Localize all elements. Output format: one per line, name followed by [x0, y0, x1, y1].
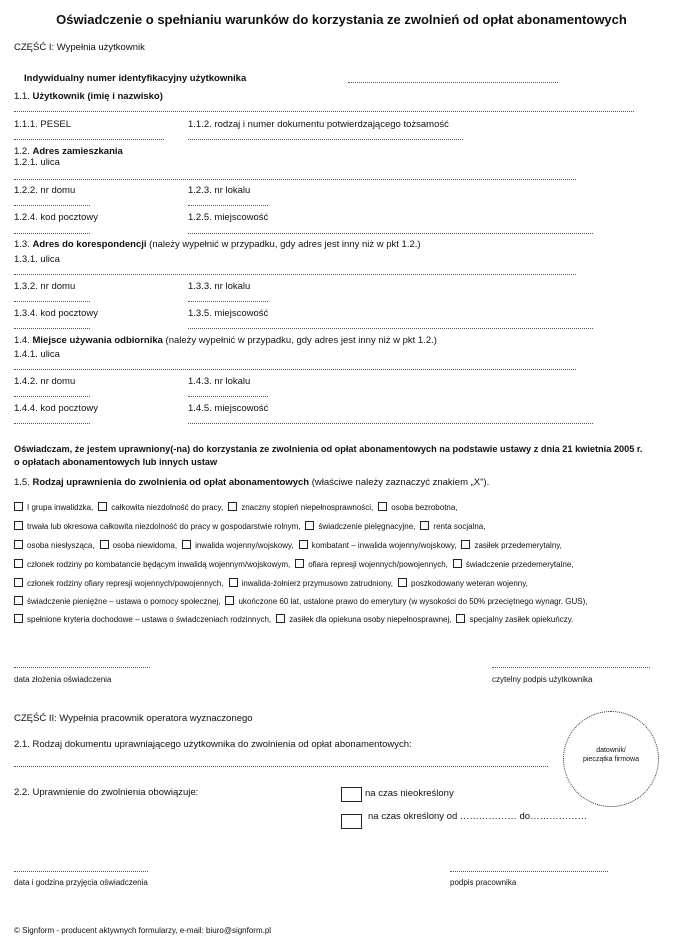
checkbox[interactable]: [461, 540, 470, 549]
type-label: 1.5. Rodzaj uprawnienia do zwolnienia od opłat abonamentowych (właściwe należy zaznaczyć znakiem „X").: [14, 477, 490, 488]
checkbox-option[interactable]: [295, 560, 448, 569]
id-field[interactable]: [348, 82, 558, 83]
checkbox-row: [14, 559, 578, 570]
addr-flat-field[interactable]: [188, 205, 268, 206]
addr-zip-field[interactable]: [14, 233, 90, 234]
checkbox[interactable]: [14, 596, 23, 605]
checkbox[interactable]: [453, 559, 462, 568]
corr-house-label: 1.3.2. nr domu: [14, 281, 76, 292]
addr-flat-label: 1.2.3. nr lokalu: [188, 185, 251, 196]
doc-label: 1.1.2. rodzaj i numer dokumentu potwierdzającego tożsamość: [188, 119, 449, 130]
checkbox[interactable]: [299, 540, 308, 549]
checkbox-label: świadczenie pielęgnacyjne,: [318, 522, 416, 531]
pesel-label: 1.1.1. PESEL: [14, 119, 72, 130]
checkbox[interactable]: [305, 521, 314, 530]
receipt-date-field[interactable]: [14, 871, 148, 872]
corr-zip-field[interactable]: [14, 328, 90, 329]
user-field[interactable]: [14, 111, 634, 112]
checkbox-row: [14, 521, 490, 532]
checkbox[interactable]: [14, 614, 23, 623]
checkbox[interactable]: [420, 521, 429, 530]
signature-field[interactable]: [492, 667, 650, 668]
date-label: data złożenia oświadczenia: [14, 675, 112, 684]
checkbox-label: całkowita niezdolność do pracy,: [111, 503, 224, 512]
checkbox-option[interactable]: [420, 522, 485, 531]
definite-label: na czas określony od ……………… do………………: [368, 811, 588, 822]
doc-type-label: 2.1. Rodzaj dokumentu uprawniającego użytkownika do zwolnienia od opłat abonamentowych:: [14, 739, 412, 750]
checkbox-label: I grupa inwalidzka,: [27, 503, 94, 512]
checkbox[interactable]: [14, 578, 23, 587]
corr-zip-label: 1.3.4. kod pocztowy: [14, 308, 98, 319]
checkbox[interactable]: [100, 540, 109, 549]
checkbox-label: członek rodziny po kombatancie będącym inwalidą wojennym/wojskowym,: [27, 560, 291, 569]
checkbox-label: zasiłek przedemerytalny,: [474, 541, 562, 550]
checkbox-option[interactable]: [225, 597, 587, 606]
checkbox-label: specjalny zasiłek opiekuńczy.: [469, 615, 574, 624]
use-street-field[interactable]: [14, 369, 576, 370]
checkbox-row: [14, 578, 533, 589]
use-city-field[interactable]: [188, 423, 593, 424]
checkbox-label: inwalida wojenny/wojskowy,: [195, 541, 294, 550]
addr-city-label: 1.2.5. miejscowość: [188, 212, 269, 223]
receipt-date-label: data i godzina przyjęcia oświadczenia: [14, 878, 148, 887]
definite-checkbox[interactable]: [341, 814, 362, 829]
pesel-field[interactable]: [14, 139, 164, 140]
part1-heading: CZĘŚĆ I: Wypełnia użytkownik: [14, 42, 145, 53]
checkbox[interactable]: [276, 614, 285, 623]
corr-street-label: 1.3.1. ulica: [14, 254, 60, 265]
checkbox[interactable]: [228, 502, 237, 511]
checkbox-label: kombatant – inwalida wojenny/wojskowy,: [311, 541, 457, 550]
checkbox-option[interactable]: [14, 560, 290, 569]
checkbox-option[interactable]: [14, 522, 300, 531]
checkbox-option[interactable]: [305, 522, 415, 531]
checkbox[interactable]: [378, 502, 387, 511]
addr-label: 1.2. Adres zamieszkania: [14, 146, 123, 157]
use-zip-field[interactable]: [14, 423, 90, 424]
checkbox-label: świadczenie pieniężne – ustawa o pomocy społecznej,: [27, 597, 221, 606]
corr-flat-label: 1.3.3. nr lokalu: [188, 281, 251, 292]
checkbox-option[interactable]: [14, 597, 220, 606]
use-label: 1.4. Miejsce używania odbiornika (należy wypełnić w przypadku, gdy adres jest inny niż w pkt 1.2.): [14, 335, 437, 346]
use-house-field[interactable]: [14, 396, 90, 397]
use-house-label: 1.4.2. nr domu: [14, 376, 76, 387]
employee-signature-label: podpis pracownika: [450, 878, 517, 887]
valid-label: 2.2. Uprawnienie do zwolnienia obowiązuje:: [14, 787, 199, 798]
checkbox-row: [14, 614, 578, 625]
checkbox-label: świadczenie przedemerytalne,: [465, 560, 574, 569]
corr-street-field[interactable]: [14, 274, 576, 275]
corr-city-label: 1.3.5. miejscowość: [188, 308, 269, 319]
checkbox[interactable]: [14, 502, 23, 511]
checkbox-option[interactable]: [14, 615, 271, 624]
corr-label: 1.3. Adres do korespondencji (należy wypełnić w przypadku, gdy adres jest inny niż w pkt 1.2.): [14, 239, 421, 250]
user-label: 1.1. Użytkownik (imię i nazwisko): [14, 91, 163, 102]
stamp-area: [563, 711, 659, 807]
checkbox-label: poszkodowany weteran wojenny,: [411, 579, 528, 588]
indefinite-label: na czas nieokreślony: [365, 788, 454, 799]
checkbox-option[interactable]: [456, 615, 573, 624]
checkbox-label: zasiłek dla opiekuna osoby niepełnosprawnej,: [289, 615, 452, 624]
addr-city-field[interactable]: [188, 233, 593, 234]
checkbox[interactable]: [98, 502, 107, 511]
use-zip-label: 1.4.4. kod pocztowy: [14, 403, 98, 414]
use-city-label: 1.4.5. miejscowość: [188, 403, 269, 414]
checkbox-label: ukończone 60 lat, ustalone prawo do emerytury (w wysokości do 50% przeciętnego wynagr. GUS),: [238, 597, 588, 606]
addr-zip-label: 1.2.4. kod pocztowy: [14, 212, 98, 223]
checkbox[interactable]: [398, 578, 407, 587]
checkbox-label: osoba niesłysząca,: [27, 541, 95, 550]
checkbox-option[interactable]: [14, 541, 95, 550]
checkbox-label: członek rodziny ofiary represji wojennych/powojennych,: [27, 579, 224, 588]
date-field[interactable]: [14, 667, 150, 668]
addr-house-label: 1.2.2. nr domu: [14, 185, 76, 196]
checkbox-row: [14, 540, 567, 551]
stamp-text-2: pieczątka firmowa: [582, 756, 640, 763]
checkbox-option[interactable]: [229, 579, 393, 588]
id-label: Indywidualny numer identyfikacyjny użytkownika: [24, 73, 247, 84]
checkbox-option[interactable]: [378, 503, 457, 512]
stamp-text-1: datownik/: [596, 747, 626, 754]
corr-house-field[interactable]: [14, 301, 90, 302]
checkbox-option[interactable]: [398, 579, 528, 588]
checkbox[interactable]: [182, 540, 191, 549]
corr-city-field[interactable]: [188, 328, 593, 329]
checkbox-label: osoba bezrobotna,: [391, 503, 458, 512]
checkbox-option[interactable]: [14, 503, 93, 512]
checkbox-option[interactable]: [14, 579, 224, 588]
checkbox[interactable]: [14, 559, 23, 568]
checkbox-label: znaczny stopień niepełnosprawności,: [241, 503, 374, 512]
addr-street-field[interactable]: [14, 179, 576, 180]
checkbox-option[interactable]: [98, 503, 223, 512]
corr-flat-field[interactable]: [188, 301, 268, 302]
checkbox[interactable]: [456, 614, 465, 623]
checkbox-label: osoba niewidoma,: [112, 541, 178, 550]
checkbox-label: renta socjalna,: [433, 522, 486, 531]
footer: © Signform - producent aktywnych formularzy, e-mail: biuro@signform.pl: [14, 926, 272, 935]
checkbox-label: spełnione kryteria dochodowe – ustawa o świadczeniach rodzinnych,: [27, 615, 272, 624]
checkbox-option[interactable]: [461, 541, 561, 550]
checkbox-label: trwała lub okresowa całkowita niezdolność do pracy w gospodarstwie rolnym,: [27, 522, 301, 531]
signature-label: czytelny podpis użytkownika: [492, 675, 593, 684]
checkbox[interactable]: [14, 540, 23, 549]
checkbox-option[interactable]: [228, 503, 373, 512]
checkbox-label: inwalida-żołnierz przymusowo zatrudniony,: [241, 579, 394, 588]
checkbox-option[interactable]: [100, 541, 177, 550]
part2-heading: CZĘŚĆ II: Wypełnia pracownik operatora wyznaczonego: [14, 713, 253, 724]
checkbox-option[interactable]: [276, 615, 451, 624]
employee-signature-field[interactable]: [450, 871, 608, 872]
use-street-label: 1.4.1. ulica: [14, 349, 60, 360]
declaration-line2: o opłatach abonamentowych lub innych ustaw: [14, 457, 218, 467]
checkbox[interactable]: [295, 559, 304, 568]
checkbox[interactable]: [14, 521, 23, 530]
doc-type-field[interactable]: [14, 766, 548, 767]
checkbox-option[interactable]: [182, 541, 294, 550]
indefinite-checkbox[interactable]: [341, 787, 362, 802]
checkbox-option[interactable]: [299, 541, 457, 550]
use-flat-field[interactable]: [188, 396, 268, 397]
checkbox[interactable]: [225, 596, 234, 605]
use-flat-label: 1.4.3. nr lokalu: [188, 376, 251, 387]
checkbox-option[interactable]: [453, 560, 574, 569]
doc-field[interactable]: [188, 139, 463, 140]
page-title: Oświadczenie o spełnianiu warunków do korzystania ze zwolnień od opłat abonamentowych: [56, 12, 627, 27]
addr-street-label: 1.2.1. ulica: [14, 157, 60, 168]
checkbox[interactable]: [229, 578, 238, 587]
checkbox-label: ofiara represji wojennych/powojennych,: [308, 560, 448, 569]
checkbox-row: [14, 596, 593, 607]
checkbox-row: [14, 502, 463, 513]
declaration-line1: Oświadczam, że jestem uprawniony(-na) do korzystania ze zwolnienia od opłat abonamentowych na podstawie ustawy z dnia 21 kwietnia 2005 r.: [14, 444, 643, 454]
addr-house-field[interactable]: [14, 205, 90, 206]
